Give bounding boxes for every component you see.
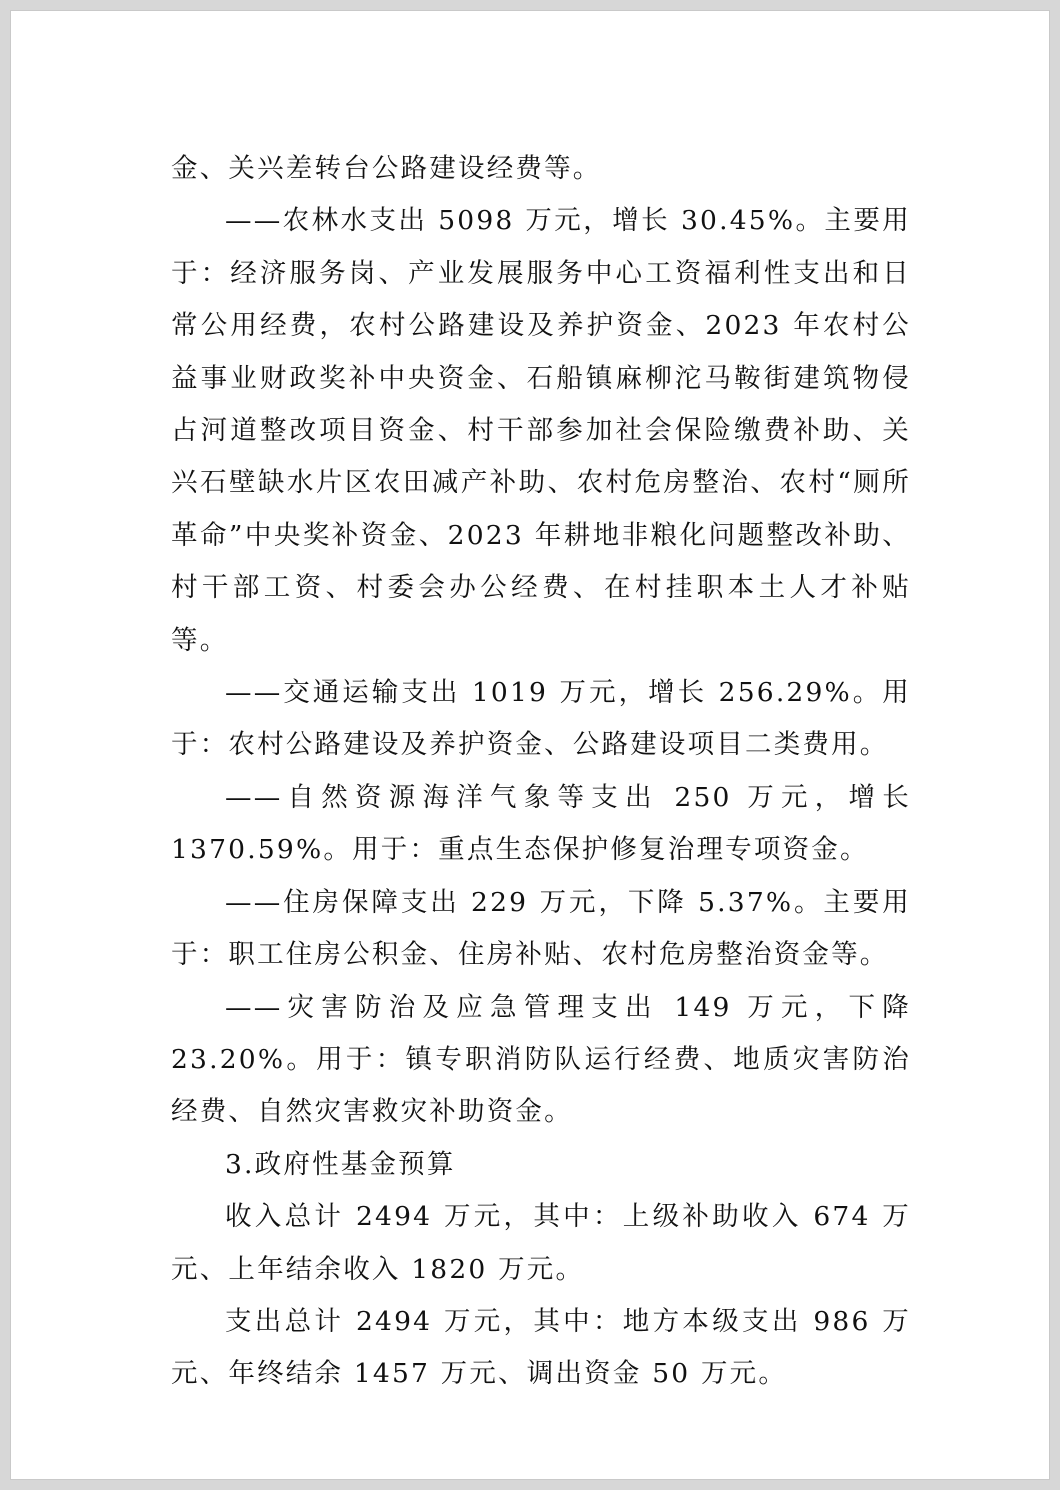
paragraph-housing: ——住房保障支出 229 万元，下降 5.37%。主要用于：职工住房公积金、住房补贴、农村危房整治资金等。 [171,886,911,971]
paragraph-natural-resources: ——自然资源海洋气象等支出 250 万元，增长 1370.59%。用于：重点生态保护修复治理专项资金。 [171,781,911,866]
body-text [171,143,911,1401]
paragraph-fund-income: 收入总计 2494 万元，其中：上级补助收入 674 万元、上年结余收入 1820 万元。 [171,1201,911,1285]
paragraph-disaster-prevention: ——灾害防治及应急管理支出 149 万元，下降 23.20%。用于：镇专职消防队运行经费、地质灾害防治经费、自然灾害救灾补助资金。 [171,991,911,1128]
paragraph-agriculture-forestry-water: ——农林水支出 5098 万元，增长 30.45%。主要用于：经济服务岗、产业发展服务中心工资福利性支出和日常公用经费，农村公路建设及养护资金、2023 年农村公益事业财政奖补中央资金、石船镇麻柳沱马鞍街建筑物侵占河道整改项目资金、村干部参加社会保险缴费补助、关兴石壁缺水片区农田减产补助、农村危房整治、农村“厕所革命”中央奖补资金、2023 年耕地非粮化问题整改补助、村干部工资、村委会办公经费、在村挂职本土人才补贴等。 [171,205,911,656]
section-heading-government-fund-budget: 3.政府性基金预算 [225,1148,456,1180]
paragraph-fund-expenditure: 支出总计 2494 万元，其中：地方本级支出 986 万元、年终结余 1457 万元、调出资金 50 万元。 [171,1305,911,1390]
document-page [10,10,1050,1480]
paragraph-road-funds: 金、关兴差转台公路建设经费等。 [171,153,602,184]
paragraph-transportation: ——交通运输支出 1019 万元，增长 256.29%。用于：农村公路建设及养护资金、公路建设项目二类费用。 [171,677,911,761]
